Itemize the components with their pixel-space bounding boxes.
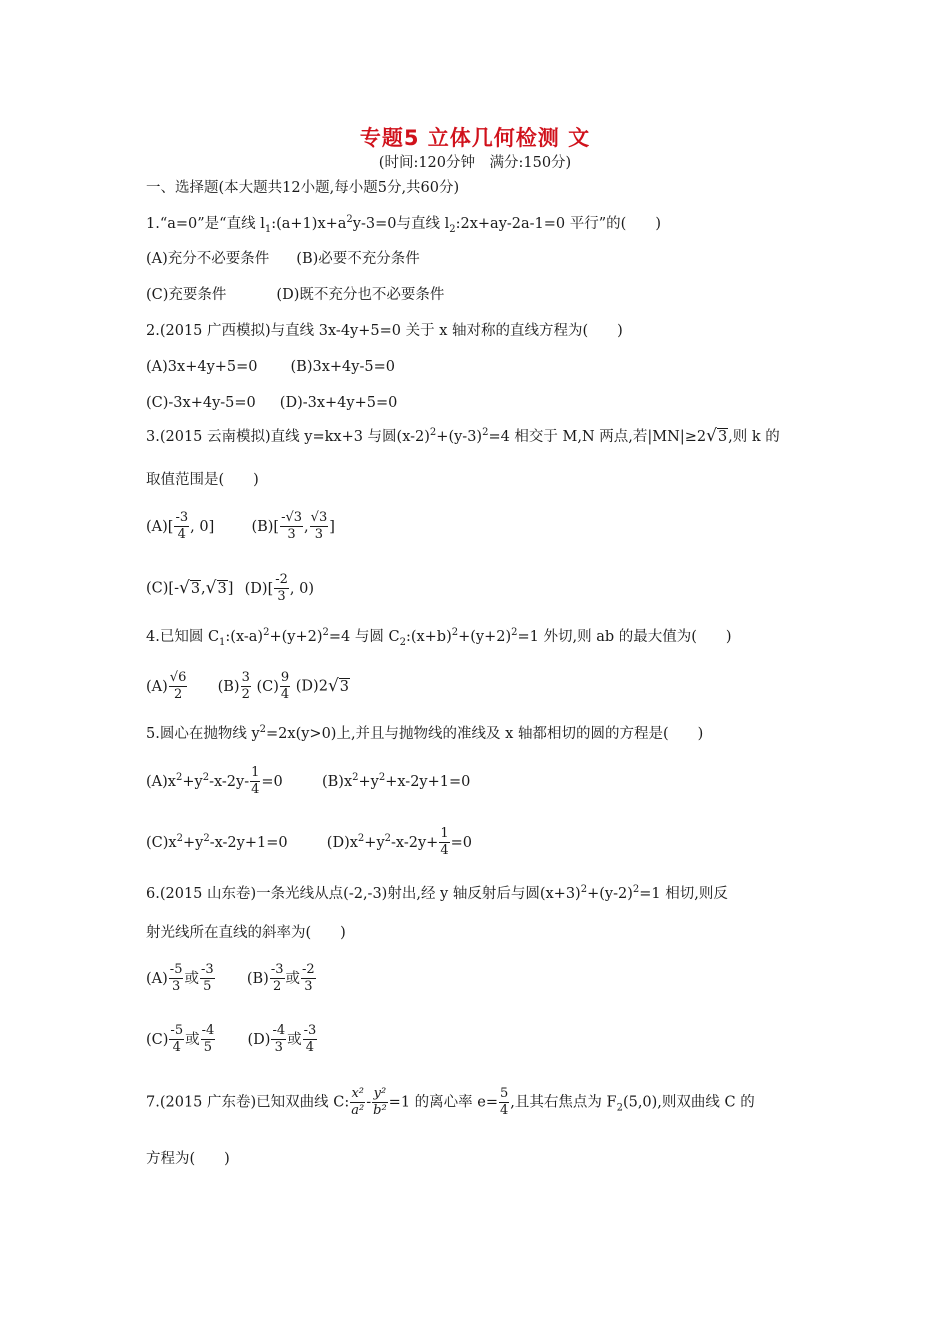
- fraction: $\frac{1}{4}$: [251, 765, 260, 797]
- option-a: (A)充分不必要条件: [146, 251, 270, 267]
- page-title: 专题5 立体几何检测 文: [359, 126, 591, 150]
- option-c: $(C)x^2+y^2-x-2y+1=0$: [146, 832, 288, 851]
- option-a: (A)[ $\frac{-3}{4}$ , 0]: [146, 510, 215, 542]
- question-5-stem: 5.圆心在抛物线 $y^2=2x(y>0)$上,并且与抛物线的准线及 x 轴都相切的圆的方程是( ): [146, 724, 704, 742]
- option-d: (D)2√3: [295, 675, 350, 696]
- question-1-options-row-1: [146, 249, 420, 269]
- option-d: (D)既不充分也不必要条件: [276, 287, 445, 303]
- option-a: (A) $\frac{-5}{3}$ 或 $\frac{-3}{5}$: [146, 962, 214, 994]
- option-d: $(D)x^2+y^2-x-2y+$ $\frac{1}{4}$ =0: [326, 826, 472, 858]
- option-a: $(A)x^2+y^2-x-2y-$ $\frac{1}{4}$ =0: [146, 765, 283, 797]
- option-c: (C)-3x+4y-5=0: [146, 395, 256, 411]
- question-7-stem-line-2: 方程为( ): [146, 1151, 230, 1167]
- option-b: (B)3x+4y-5=0: [290, 359, 395, 375]
- option-b: (B) $\frac{-3}{2}$ 或 $\frac{-2}{3}$: [246, 962, 315, 994]
- option-a: (A) $\frac{√6}{2}$: [146, 670, 187, 702]
- fraction: $\frac{1}{4}$: [440, 826, 449, 858]
- fraction: $\frac{\text{x²}}{\text{a²}}$: [351, 1086, 365, 1118]
- question-1-options-row-2: [146, 285, 444, 305]
- question-5-options-row-1: [146, 765, 470, 798]
- option-b: (B)必要不充分条件: [296, 251, 420, 267]
- option-d: (D)-3x+4y+5=0: [279, 395, 398, 411]
- question-3-options-row-1: [146, 510, 335, 543]
- page-subtitle: (时间:120分钟 满分:150分): [378, 155, 572, 171]
- fraction: $\frac{\text{y²}}{\text{b²}}$: [373, 1086, 387, 1118]
- question-4-stem: 4.已知圆 $C_1:(x-a)^2+(y+2)^2=4$ 与圆 $C_2:(x+b)^2+(y+2)^2=1$ 外切,则 ab 的最大值为( ): [146, 627, 732, 648]
- question-3-stem: 3.(2015 云南模拟)直线 y=kx+3 与圆$(x-2)^2+(y-3)^2=4$ 相交于 M,N 两点,若|MN|≥2√3,则 k 的: [146, 426, 780, 446]
- option-c: (C) $\frac{9}{4}$: [256, 670, 290, 702]
- option-b: (B) $\frac{3}{2}$: [217, 670, 250, 702]
- fraction: $\frac{5}{4}$: [500, 1086, 509, 1118]
- option-c: (C)充要条件: [146, 287, 227, 303]
- option-b: $(B)x^2+y^2+x-2y+1=0$: [321, 771, 471, 790]
- question-2-options-row-1: [146, 357, 395, 377]
- fraction: $\frac{9}{4}$: [280, 670, 290, 702]
- section-heading: 一、选择题(本大题共12小题,每小题5分,共60分): [146, 180, 460, 196]
- question-7-stem: 7.(2015 广东卷)已知双曲线 C: $\frac{\text{x²}}{\text{a²}}$ - $\frac{\text{y²}}{\text{b²}}$ =1 的离心率 e= $\frac{5}{4}$ ,且其右焦点为 $F_2(5,0)$,则双曲线 C 的: [146, 1086, 755, 1118]
- question-4-options: [146, 670, 350, 703]
- fraction: $\frac{-√3}{3}$: [281, 510, 303, 542]
- question-2-stem: 2.(2015 广西模拟)与直线 3x-4y+5=0 关于 x 轴对称的直线方程为( ): [146, 323, 623, 339]
- option-c: (C) $\frac{-5}{4}$ 或 $\frac{-4}{5}$: [146, 1023, 215, 1055]
- option-d: (D)[ $\frac{-2}{3}$ , 0): [244, 572, 315, 604]
- fraction: $\frac{-3}{4}$: [175, 510, 189, 542]
- question-2-options-row-2: [146, 393, 397, 413]
- question-6-stem: 6.(2015 山东卷)一条光线从点(-2,-3)射出,经 y 轴反射后与圆$(x+3)^2+(y-2)^2=1$ 相切,则反: [146, 884, 728, 902]
- question-6-stem-line-2: 射光线所在直线的斜率为( ): [146, 925, 346, 941]
- fraction: $\frac{-2}{3}$: [275, 572, 288, 604]
- question-3-stem-line-2: 取值范围是( ): [146, 472, 259, 488]
- question-1-stem: 1.“a=0”是“直线 $l_1:(a+1)x+a^2y-3=0$与直线 $l_2:2x+ay-2a-1=0$ 平行”的( ): [146, 214, 661, 235]
- option-a: (A)3x+4y+5=0: [146, 359, 258, 375]
- option-b: (B)[ $\frac{-√3}{3}$ , $\frac{√3}{3}$ ]: [251, 510, 335, 542]
- question-5-options-row-2: [146, 826, 472, 859]
- question-3-options-row-2: [146, 572, 314, 605]
- question-6-options-row-1: [146, 962, 317, 995]
- question-6-options-row-2: [146, 1023, 318, 1056]
- fraction: $\frac{3}{2}$: [241, 670, 250, 702]
- fraction: $\frac{√6}{2}$: [169, 670, 187, 702]
- sqrt-3: √3: [706, 426, 728, 446]
- fraction: $\frac{√3}{3}$: [310, 510, 328, 542]
- option-d: (D) $\frac{-4}{3}$ 或 $\frac{-3}{4}$: [247, 1023, 317, 1055]
- option-c: (C)[-√3,√3]: [146, 577, 234, 598]
